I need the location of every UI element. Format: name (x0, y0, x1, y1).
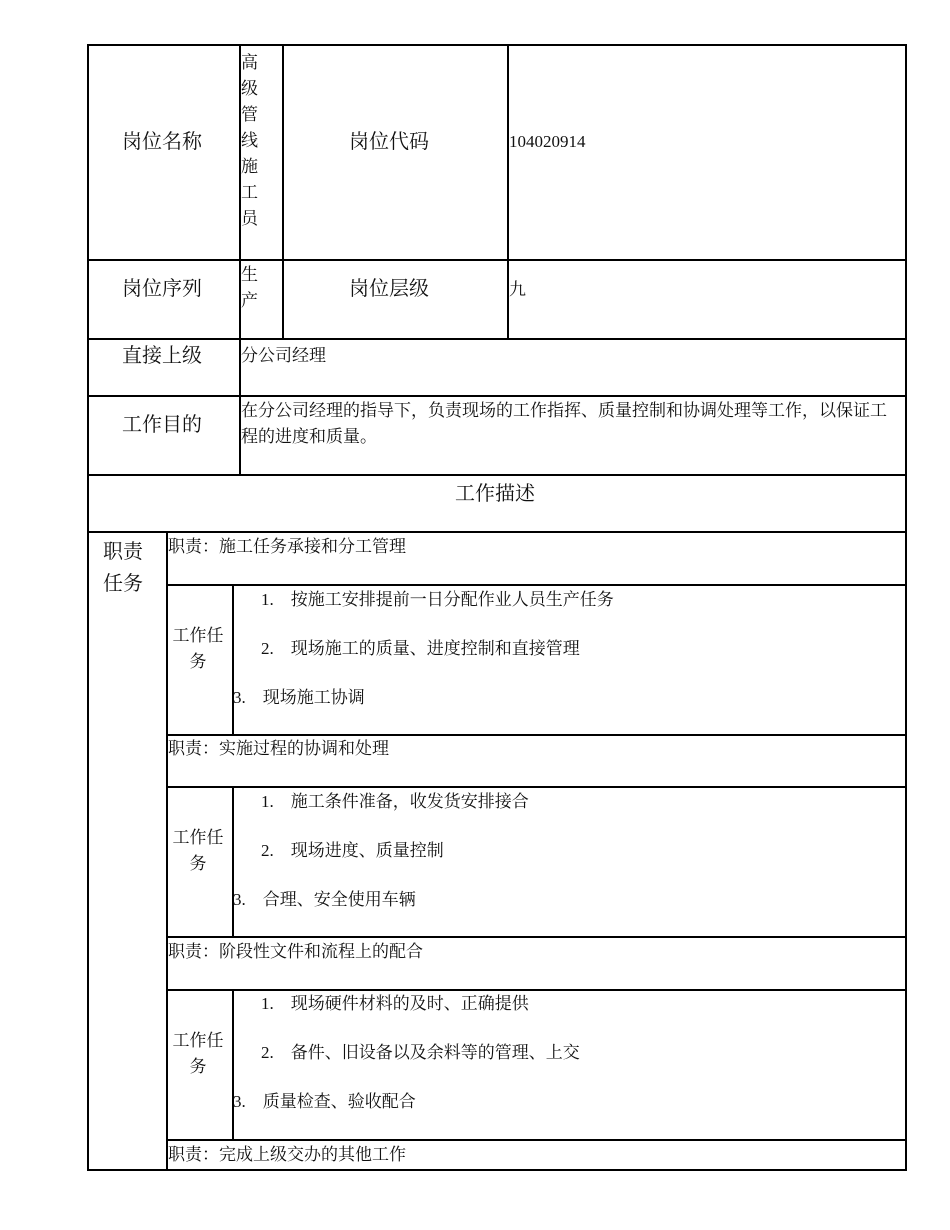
task-item: 3. 质量检查、验收配合 (233, 1092, 416, 1111)
row-divider (87, 395, 907, 397)
supervisor-value: 分公司经理 (241, 346, 326, 365)
table-border-bottom (87, 1169, 907, 1171)
job-code-value: 104020914 (509, 132, 586, 151)
section-heading: 工作描述 (455, 483, 535, 505)
row-divider (166, 734, 907, 736)
job-series-value: 生产 (241, 265, 258, 310)
purpose-label: 工作目的 (122, 414, 202, 436)
row-divider (87, 531, 907, 533)
row-divider (166, 786, 907, 788)
supervisor-label: 直接上级 (122, 345, 202, 367)
task-item: 1. 按施工安排提前一日分配作业人员生产任务 (261, 590, 614, 609)
task-label: 工作任务 (172, 828, 224, 873)
task-item: 2. 现场进度、质量控制 (261, 841, 444, 860)
col-divider (282, 44, 284, 340)
col-divider (232, 584, 234, 736)
job-series-label: 岗位序列 (122, 278, 202, 300)
duty-title: 职责：完成上级交办的其他工作 (168, 1145, 406, 1164)
task-item: 3. 现场施工协调 (233, 688, 365, 707)
row-divider (166, 584, 907, 586)
purpose-value: 在分公司经理的指导下，负责现场的工作指挥、质量控制和协调处理等工作，以保证工程的进度和质量。 (241, 401, 887, 446)
task-item: 2. 现场施工的质量、进度控制和直接管理 (261, 639, 580, 658)
task-item: 3. 合理、安全使用车辆 (233, 890, 416, 909)
job-code-label: 岗位代码 (349, 131, 429, 153)
task-label: 工作任务 (172, 626, 224, 671)
row-divider (87, 338, 907, 340)
table-border-right (905, 44, 907, 1171)
row-divider (166, 1139, 907, 1141)
duty-title: 职责：施工任务承接和分工管理 (168, 537, 406, 556)
duty-title: 职责：实施过程的协调和处理 (168, 739, 389, 758)
task-label: 工作任务 (172, 1031, 224, 1076)
job-level-label: 岗位层级 (349, 278, 429, 300)
task-item: 1. 现场硬件材料的及时、正确提供 (261, 994, 529, 1013)
side-label: 职责任务 (103, 541, 143, 595)
table-border-top (87, 44, 907, 46)
row-divider (166, 989, 907, 991)
table-border-left (87, 44, 89, 1171)
task-item: 1. 施工条件准备，收发货安排接合 (261, 792, 529, 811)
row-divider (87, 474, 907, 476)
job-name-label: 岗位名称 (122, 131, 202, 153)
row-divider (87, 259, 907, 261)
job-level-value: 九 (509, 280, 526, 299)
job-name-value: 高级管线施工员 (241, 53, 258, 228)
col-divider (232, 989, 234, 1141)
row-divider (166, 936, 907, 938)
duty-title: 职责：阶段性文件和流程上的配合 (168, 942, 423, 961)
col-divider (232, 786, 234, 938)
task-item: 2. 备件、旧设备以及余料等的管理、上交 (261, 1043, 580, 1062)
